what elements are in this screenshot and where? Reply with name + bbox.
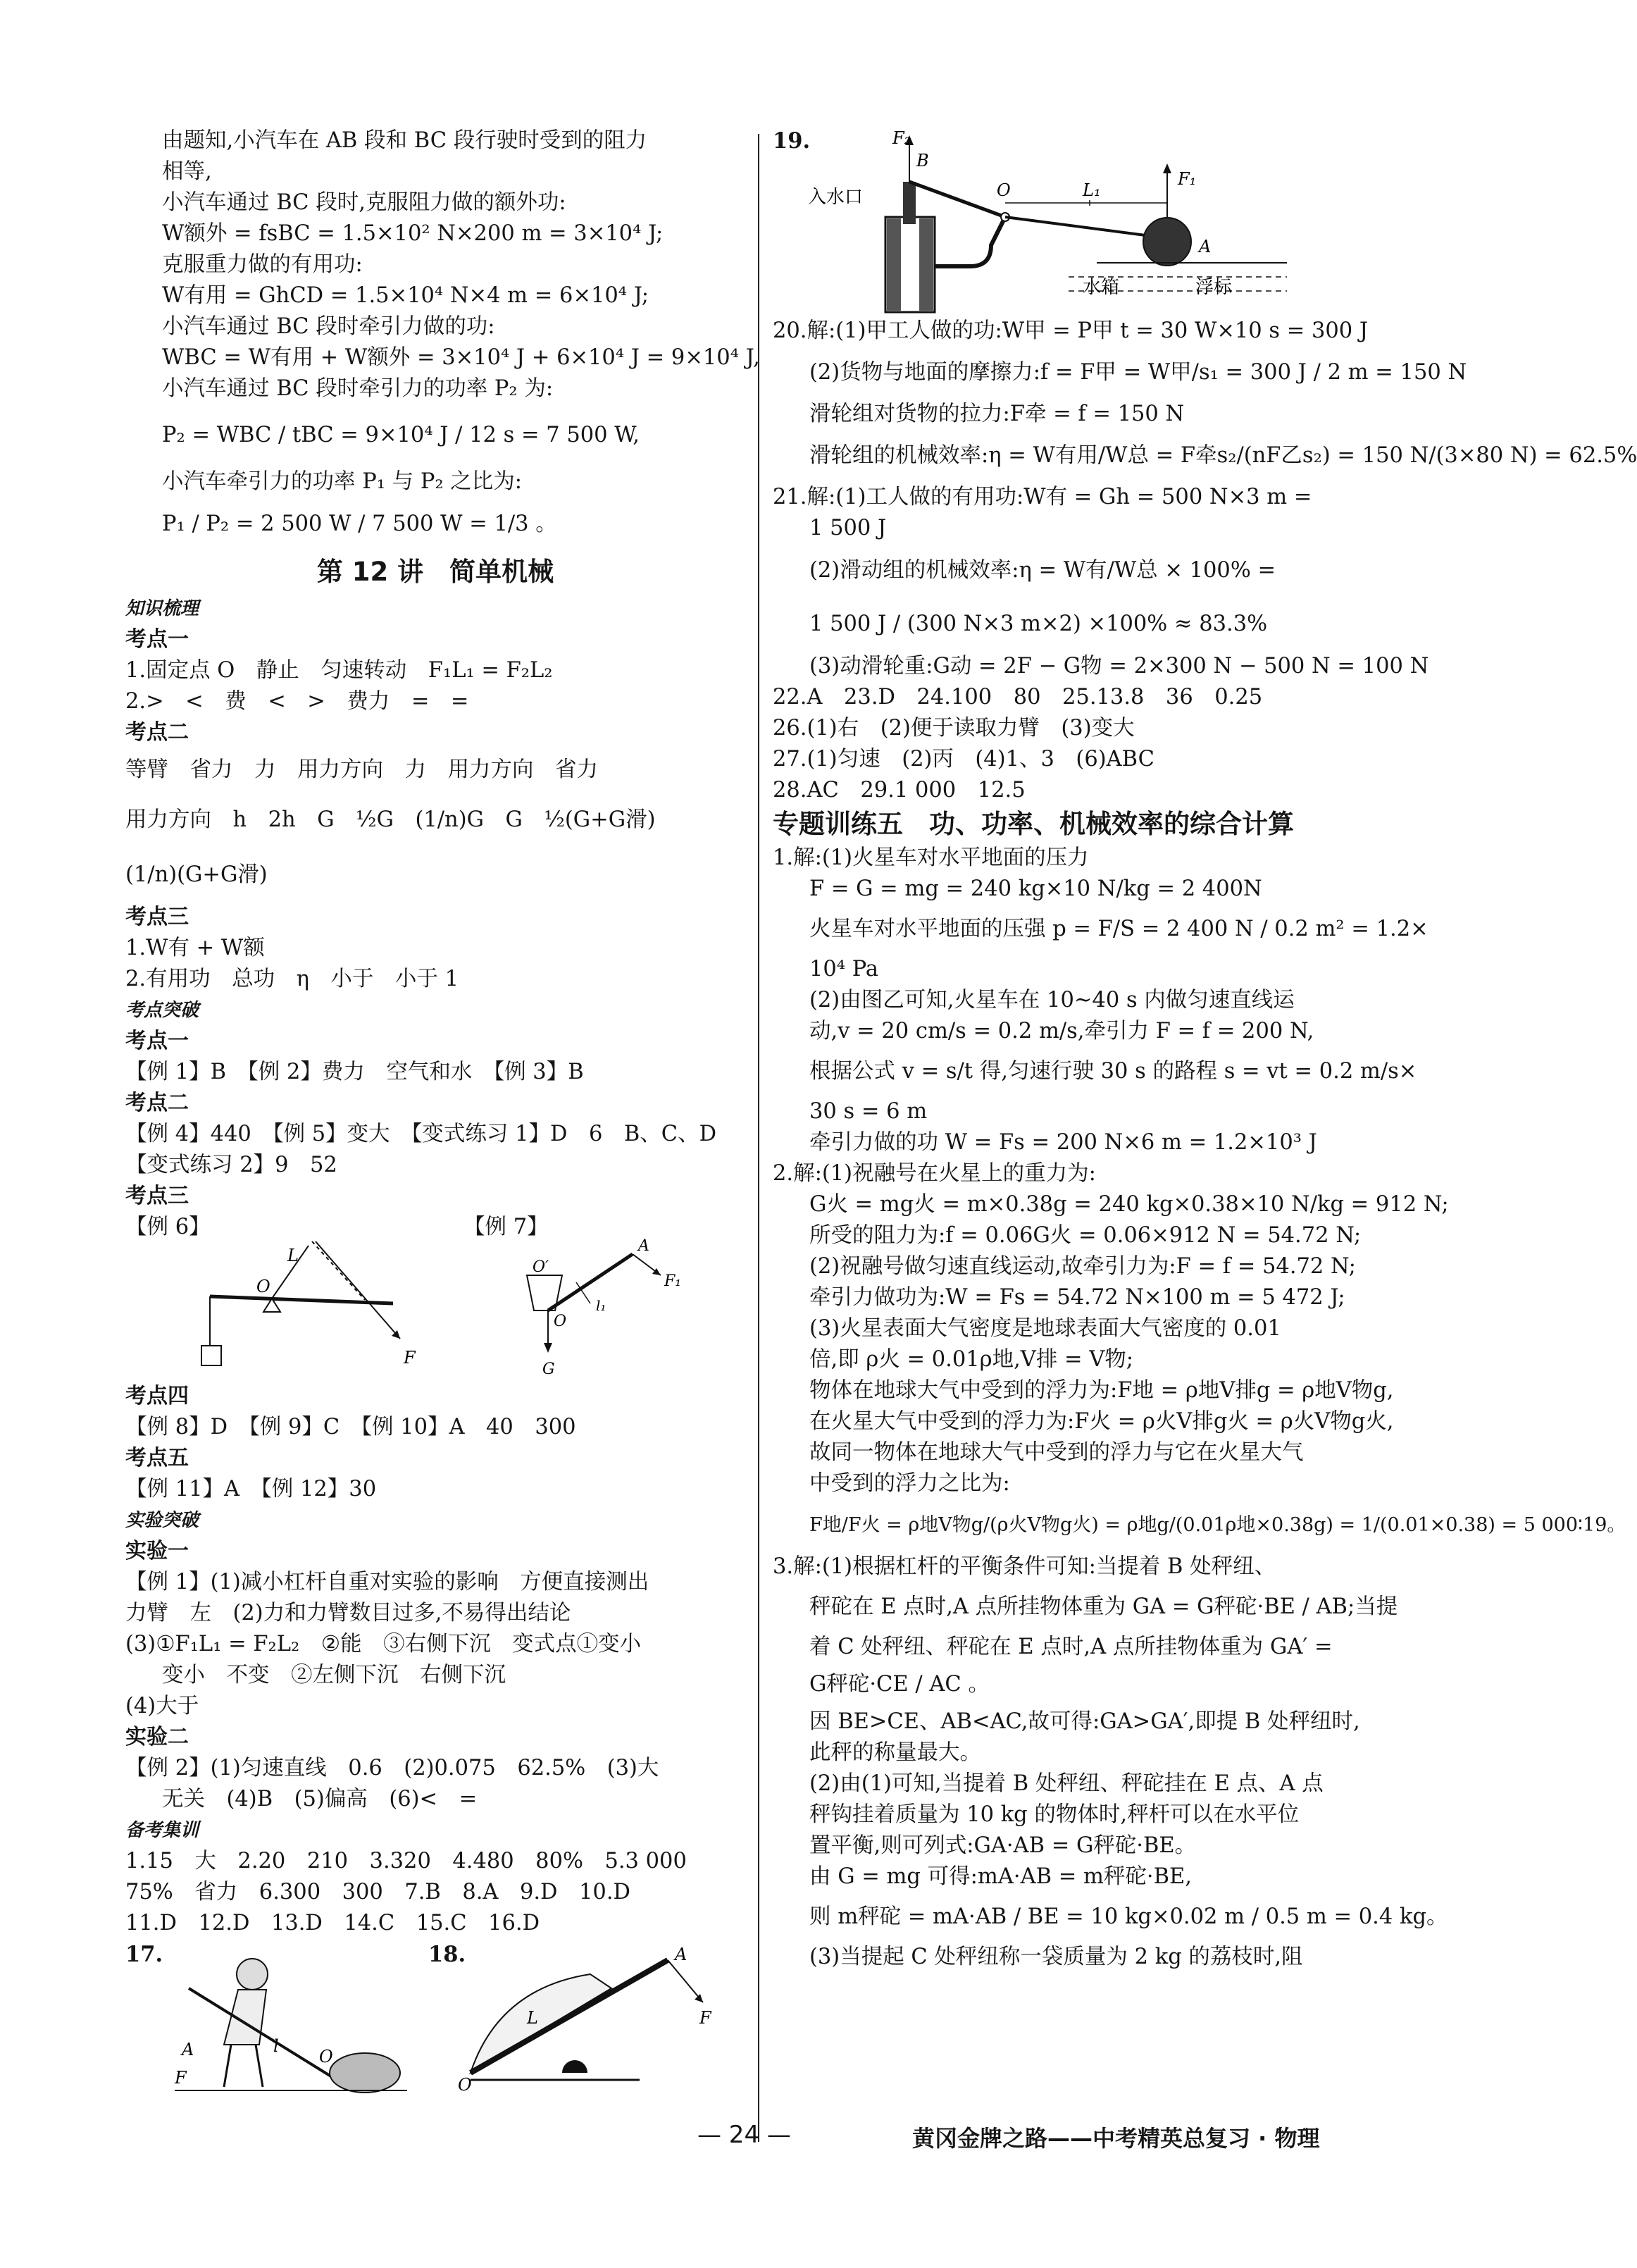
solution-line: 中受到的浮力之比为:: [809, 1471, 1010, 1496]
point-heading: 考点一: [125, 627, 189, 652]
point-heading: 考点三: [125, 1184, 189, 1208]
solution-line: 故同一物体在地球大气中受到的浮力与它在火星大气: [809, 1440, 1304, 1465]
section-heading: 实验突破: [125, 1510, 199, 1531]
solution-line: 秤砣在 E 点时,A 点所挂物体重为 GA = G秤砣·BE / AB;当提: [809, 1594, 1398, 1619]
point-heading: 实验二: [125, 1725, 189, 1749]
figure-19: [773, 125, 1393, 316]
solution-line: 根据公式 v = s/t 得,匀速行驶 30 s 的路程 s = vt = 0.2 m/s×: [809, 1059, 1417, 1084]
label-tank: 水箱: [1083, 277, 1120, 298]
text-line: 由题知,小汽车在 AB 段和 BC 段行驶时受到的阻力: [162, 128, 647, 153]
answer-line: 1.15 大 2.20 210 3.320 4.480 80% 5.3 000: [125, 1849, 687, 1873]
solution-line: 因 BE>CE、AB<AC,故可得:GA>GA′,即提 B 处秤纽时,: [809, 1709, 1360, 1734]
svg-text:O: O: [319, 2047, 333, 2066]
example-label: 【例 6】: [125, 1215, 211, 1239]
answer-line: 无关 (4)B (5)偏高 (6)< =: [162, 1787, 478, 1811]
text-line: 克服重力做的有用功:: [162, 252, 363, 277]
answer-line: 【变式练习 2】9 52: [125, 1153, 337, 1177]
answer-line: 等臂 省力 力 用力方向 力 用力方向 省力: [125, 757, 598, 782]
figures-ex6-ex7: [125, 1212, 745, 1381]
answer-line: 用力方向 h 2h G ½G (1/n)G G ½(G+G滑): [125, 807, 656, 832]
text-line: W有用 = GhCD = 1.5×10⁴ N×4 m = 6×10⁴ J;: [162, 283, 649, 308]
solution-line: F地/F火 = ρ地V物g/(ρ火V物g火) = ρ地g/(0.01ρ地×0.38g) = 1/(0.01×0.38) = 5 000∶19。: [809, 1514, 1626, 1536]
question-number: 17.: [125, 1942, 163, 1967]
solution-line: (3)当提起 C 处秤纽称一袋质量为 2 kg 的荔枝时,阻: [809, 1945, 1303, 1969]
label-float: 浮标: [1195, 277, 1233, 298]
solution-line: (2)滑动组的机械效率:η = W有/W总 × 100% =: [809, 558, 1276, 583]
question-number: 19.: [773, 128, 811, 154]
solution-line: 滑轮组的机械效率:η = W有用/W总 = F牵s₂/(nF乙s₂) = 150 N/(3×80 N) = 62.5%: [809, 443, 1637, 468]
solution-line: 则 m秤砣 = mA·AB / BE = 10 kg×0.02 m / 0.5 m = 0.4 kg。: [809, 1904, 1448, 1929]
text-line: WBC = W有用 + W额外 = 3×10⁴ J + 6×10⁴ J = 9×10⁴ J,: [162, 345, 760, 370]
answer-line: (3)①F₁L₁ = F₂L₂ ②能 ③右侧下沉 变式点①变小: [125, 1632, 642, 1656]
svg-text:A: A: [638, 1237, 649, 1255]
solution-line: 20.解:(1)甲工人做的功:W甲 = P甲 t = 30 W×10 s = 300 J: [773, 318, 1369, 343]
label-b: B: [916, 151, 929, 171]
solution-line: 3.解:(1)根据杠杆的平衡条件可知:当提着 B 处秤纽、: [773, 1554, 1276, 1579]
solution-line: 着 C 处秤纽、秤砣在 E 点时,A 点所挂物体重为 GA′ =: [809, 1635, 1333, 1659]
page-footer: [0, 2121, 1495, 2163]
solution-line: 10⁴ Pa: [809, 957, 879, 981]
book-title: 黄冈金牌之路——中考精英总复习 · 物理: [912, 2125, 1320, 2152]
text-line: 小汽车通过 BC 段时,克服阻力做的额外功:: [162, 190, 566, 215]
solution-line: 火星车对水平地面的压强 p = F/S = 2 400 N / 0.2 m² = 1.2×: [809, 917, 1429, 941]
answer-line: 1.固定点 O 静止 匀速转动 F₁L₁ = F₂L₂: [125, 658, 553, 683]
svg-text:G: G: [542, 1361, 555, 1378]
answer-line: 22.A 23.D 24.100 80 25.13.8 36 0.25: [773, 685, 1263, 709]
solution-line: 倍,即 ρ火 = 0.01ρ地,V排 = V物;: [809, 1347, 1134, 1372]
answer-line: 变小 不变 ②左侧下沉 右侧下沉: [162, 1663, 506, 1687]
formula-line: P₁ / P₂ = 2 500 W / 7 500 W = 1/3 。: [162, 512, 557, 536]
column-divider: [758, 134, 759, 2142]
figures-17-18: [125, 1939, 745, 2101]
topic-title: 专题训练五 功、功率、机械效率的综合计算: [773, 809, 1294, 839]
answer-line: 【例 1】(1)减小杠杆自重对实验的影响 方便直接测出: [125, 1570, 649, 1594]
text-line: 小汽车通过 BC 段时牵引力做的功:: [162, 314, 495, 339]
solution-line: 1 500 J / (300 N×3 m×2) ×100% ≈ 83.3%: [809, 612, 1268, 636]
answer-line: 2.有用功 总功 η 小于 小于 1: [125, 967, 459, 991]
solution-line: 秤钩挂着质量为 10 kg 的物体时,秤杆可以在水平位: [809, 1802, 1300, 1827]
question-number: 18.: [428, 1942, 466, 1967]
svg-text:l: l: [273, 2036, 279, 2056]
svg-text:F: F: [175, 2068, 187, 2088]
lecture-title: 第 12 讲 简单机械: [316, 557, 554, 587]
solution-line: 所受的阻力为:f = 0.06G火 = 0.06×912 N = 54.72 N;: [809, 1223, 1362, 1248]
answer-line: 【例 1】B 【例 2】费力 空气和水 【例 3】B: [125, 1060, 584, 1084]
svg-text:A: A: [182, 2040, 194, 2059]
answer-line: 【例 2】(1)匀速直线 0.6 (2)0.075 62.5% (3)大: [125, 1756, 659, 1780]
point-heading: 考点一: [125, 1029, 189, 1053]
solution-line: 牵引力做的功 W = Fs = 200 N×6 m = 1.2×10³ J: [809, 1130, 1317, 1155]
solution-line: (2)祝融号做匀速直线运动,故牵引力为:F = f = 54.72 N;: [809, 1254, 1356, 1279]
svg-text:O: O: [554, 1313, 567, 1330]
point-heading: 考点二: [125, 720, 189, 745]
right-column: [773, 125, 1637, 1973]
point-heading: 考点二: [125, 1091, 189, 1115]
answer-line: 【例 4】440 【例 5】变大 【变式练习 1】D 6 B、C、D: [125, 1122, 717, 1146]
solution-line: 牵引力做功为:W = Fs = 54.72 N×100 m = 5 472 J;: [809, 1285, 1345, 1310]
solution-line: 由 G = mg 可得:mA·AB = m秤砣·BE,: [809, 1864, 1192, 1889]
solution-line: (2)由图乙可知,火星车在 10~40 s 内做匀速直线运: [809, 988, 1295, 1012]
example-label: 【例 7】: [463, 1215, 549, 1239]
answer-line: 【例 8】D 【例 9】C 【例 10】A 40 300: [125, 1415, 576, 1439]
point-heading: 考点四: [125, 1384, 189, 1408]
solution-line: F = G = mg = 240 kg×10 N/kg = 2 400N: [809, 876, 1262, 901]
answer-line: 2.> < 费 < > 费力 = =: [125, 689, 469, 714]
answer-line: 【例 11】A 【例 12】30: [125, 1477, 377, 1501]
solution-line: 21.解:(1)工人做的有用功:W有 = Gh = 500 N×3 m =: [773, 485, 1312, 509]
solution-line: 在火星大气中受到的浮力为:F火 = ρ火V排g火 = ρ火V物g火,: [809, 1409, 1394, 1434]
page-number: — 24 —: [697, 2121, 791, 2149]
svg-text:O′: O′: [533, 1258, 549, 1276]
solution-line: G秤砣·CE / AC 。: [809, 1672, 990, 1697]
section-heading: 考点突破: [125, 1000, 199, 1021]
float-valve-diagram: [801, 125, 1294, 316]
label-o: O: [997, 180, 1011, 200]
point-heading: 考点三: [125, 905, 189, 929]
svg-text:L: L: [287, 1246, 299, 1265]
solution-line: 此秤的称量最大。: [809, 1740, 981, 1765]
answer-line: 1.W有 + W额: [125, 936, 265, 960]
solution-line: 动,v = 20 cm/s = 0.2 m/s,牵引力 F = f = 200 N,: [809, 1019, 1314, 1043]
formula-line: P₂ = WBC / tBC = 9×10⁴ J / 12 s = 7 500 W,: [162, 423, 640, 447]
solution-line: G火 = mg火 = m×0.38g = 240 kg×0.38×10 N/kg = 912 N;: [809, 1192, 1449, 1217]
solution-line: 置平衡,则可列式:GA·AB = G秤砣·BE。: [809, 1833, 1197, 1858]
answer-line: 75% 省力 6.300 300 7.B 8.A 9.D 10.D: [125, 1880, 630, 1904]
text-line: 小汽车通过 BC 段时牵引力的功率 P₂ 为:: [162, 376, 554, 401]
answer-line: 力臂 左 (2)力和力臂数目过多,不易得出结论: [125, 1601, 571, 1625]
solution-line: 滑轮组对货物的拉力:F牵 = f = 150 N: [809, 402, 1185, 426]
solution-line: 30 s = 6 m: [809, 1099, 928, 1124]
lever-diagram-ex6: [182, 1233, 435, 1381]
solution-line: (2)由(1)可知,当提着 B 处秤纽、秤砣挂在 E 点、A 点: [809, 1771, 1324, 1796]
section-heading: 备考集训: [125, 1820, 199, 1841]
answer-line: 27.(1)匀速 (2)丙 (4)1、3 (6)ABC: [773, 747, 1154, 772]
label-l1: L₁: [1083, 180, 1101, 200]
solution-line: (3)动滑轮重:G动 = 2F − G物 = 2×300 N − 500 N = 100 N: [809, 654, 1429, 678]
lever-diagram-ex7: [520, 1233, 731, 1381]
solution-line: 物体在地球大气中受到的浮力为:F地 = ρ地V排g = ρ地V物g,: [809, 1378, 1394, 1403]
crowbar-figure-17: [175, 1946, 414, 2101]
label-inlet: 入水口: [808, 187, 864, 208]
cutter-figure-18: [456, 1946, 717, 2094]
solution-line: 2.解:(1)祝融号在火星上的重力为:: [773, 1161, 1096, 1186]
answer-line: 28.AC 29.1 000 12.5: [773, 778, 1026, 803]
section-heading: 知识梳理: [125, 598, 199, 619]
svg-text:l₁: l₁: [596, 1297, 606, 1314]
solution-line: (2)货物与地面的摩擦力:f = F甲 = W甲/s₁ = 300 J / 2 m = 150 N: [809, 360, 1467, 385]
svg-text:O: O: [256, 1277, 270, 1296]
answer-line: 26.(1)右 (2)便于读取力臂 (3)变大: [773, 716, 1135, 740]
svg-text:F: F: [699, 2008, 711, 2028]
text-line: W额外 = fsBC = 1.5×10² N×200 m = 3×10⁴ J;: [162, 221, 664, 246]
svg-text:F₁: F₁: [664, 1272, 682, 1290]
label-f2: F₂: [892, 128, 911, 148]
label-f1: F₁: [1178, 169, 1197, 189]
point-heading: 实验一: [125, 1539, 189, 1563]
svg-text:O: O: [458, 2075, 472, 2095]
answer-line: 11.D 12.D 13.D 14.C 15.C 16.D: [125, 1911, 540, 1935]
svg-text:L: L: [527, 2008, 538, 2028]
svg-text:A: A: [675, 1945, 687, 1964]
solution-line: (3)火星表面大气密度是地球表面大气密度的 0.01: [809, 1316, 1281, 1341]
point-heading: 考点五: [125, 1446, 189, 1470]
solution-line: 1 500 J: [809, 516, 887, 540]
svg-text:F: F: [404, 1348, 416, 1368]
left-column: [125, 125, 760, 2101]
text-line: 小汽车牵引力的功率 P₁ 与 P₂ 之比为:: [162, 469, 523, 494]
answer-line: (4)大于: [125, 1694, 199, 1718]
label-a: A: [1199, 237, 1212, 256]
answer-line: (1/n)(G+G滑): [125, 862, 268, 887]
solution-line: 1.解:(1)火星车对水平地面的压力: [773, 845, 1089, 870]
text-line: 相等,: [162, 159, 212, 184]
